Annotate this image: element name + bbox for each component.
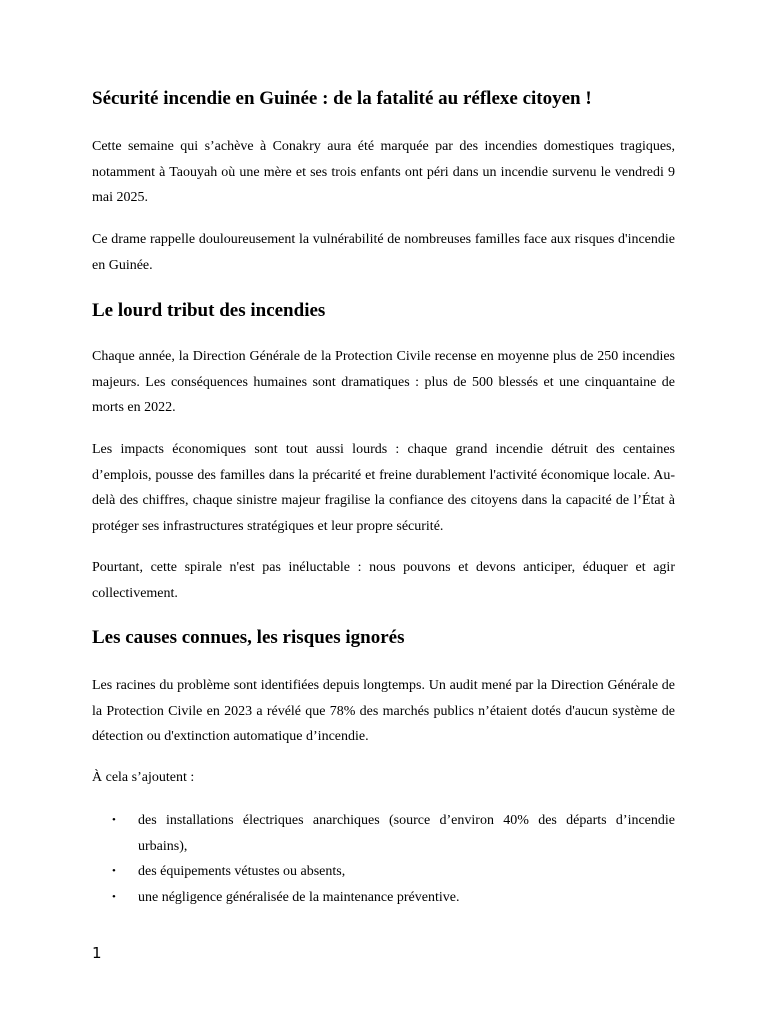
section-heading-lourd-tribut: Le lourd tribut des incendies: [92, 300, 326, 321]
intro-paragraph-1: Cette semaine qui s’achève à Conakry aura été marquée par des incendies domestiques tragiques, notamment à Taouyah où une mère et ses trois enfants ont péri dans un incendie survenu le vendredi 9 mai 2025.: [92, 139, 675, 205]
list-item-text: des installations électriques anarchiques (source d’environ 40% des départs d’incendie urbains),: [138, 813, 675, 854]
list-item: [112, 808, 675, 859]
document-title: Sécurité incendie en Guinée : de la fatalité au réflexe citoyen !: [92, 88, 592, 109]
causes-bullet-list: [112, 808, 675, 910]
section1-paragraph-2: Les impacts économiques sont tout aussi lourds : chaque grand incendie détruit des centaines d’emplois, pousse des familles dans la précarité et freine durablement l'activité économique locale. Au-delà des chiffres, chaque sinistre majeur fragilise la confiance des citoyens dans la capacité de l’État à protéger ses infrastructures stratégiques et leur propre sécurité.: [92, 442, 675, 534]
section2-paragraph-1: Les racines du problème sont identifiées depuis longtemps. Un audit mené par la Direction Générale de la Protection Civile en 2023 a révélé que 78% des marchés publics n’étaient dotés d'aucun système de détection ou d'extinction automatique d’incendie.: [92, 678, 675, 744]
list-item-text: des équipements vétustes ou absents,: [138, 864, 346, 879]
section-heading-causes: Les causes connues, les risques ignorés: [92, 627, 405, 648]
list-item: [112, 885, 675, 911]
page-number: 1: [92, 944, 102, 962]
bullet-icon: •: [112, 890, 116, 903]
intro-paragraph-2: Ce drame rappelle douloureusement la vulnérabilité de nombreuses familles face aux risques d'incendie en Guinée.: [92, 232, 675, 273]
section1-paragraph-1: Chaque année, la Direction Générale de la Protection Civile recense en moyenne plus de 250 incendies majeurs. Les conséquences humaines sont dramatiques : plus de 500 blessés et une cinquantaine de morts en 2022.: [92, 349, 675, 415]
section1-paragraph-3: Pourtant, cette spirale n'est pas inéluctable : nous pouvons et devons anticiper, éduquer et agir collectivement.: [92, 560, 675, 601]
bullet-icon: •: [112, 865, 116, 877]
list-item-text: une négligence généralisée de la maintenance préventive.: [138, 889, 460, 905]
bullet-icon: •: [112, 814, 116, 826]
section2-paragraph-2: À cela s’ajoutent :: [92, 770, 195, 785]
list-item: [112, 859, 675, 885]
